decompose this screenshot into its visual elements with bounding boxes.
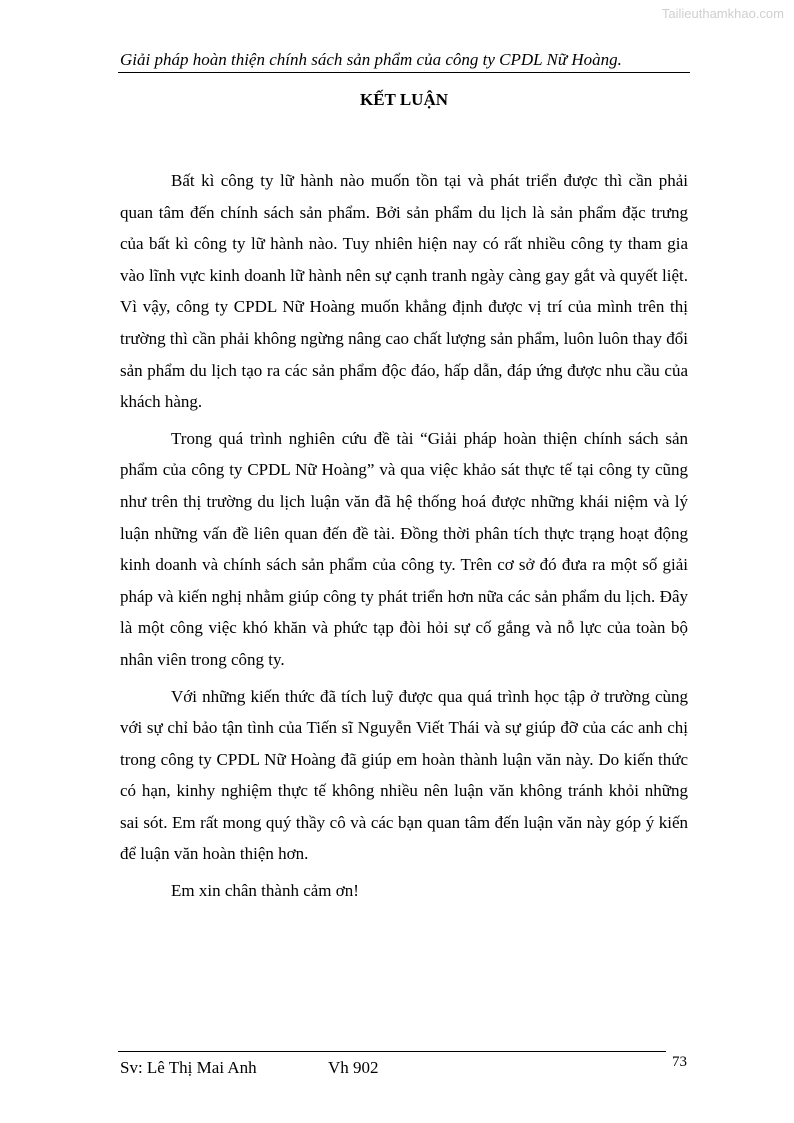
closing-line: Em xin chân thành cảm ơn!	[171, 881, 359, 901]
watermark: Tailieuthamkhao.com	[661, 6, 784, 21]
paragraph-3: Với những kiến thức đã tích luỹ được qua quá trình học tập ở trường cùng với sự chỉ bảo tận tình của Tiến sĩ Nguyễn Viết Thái và sự giúp đỡ của các anh chị trong công ty CPDL Nữ Hoàng đã giúp em hoàn thành luận văn này. Do kiến thức có hạn, kinhy nghiệm thực tế không nhiều nên luận văn không tránh khỏi những sai sót. Em rất mong quý thầy cô và các bạn quan tâm đến luận văn này góp ý kiến để luận văn hoàn thiện hơn.	[120, 686, 688, 864]
section-title: KẾT LUẬN	[359, 90, 448, 109]
paragraph-1: Bất kì công ty lữ hành nào muốn tồn tại và phát triển được thì cần phải quan tâm đến chính sách sản phẩm. Bởi sản phẩm du lịch là sản phẩm đặc trưng của bất kì công ty lữ hành nào. Tuy nhiên hiện nay có rất nhiều công ty tham gia vào lĩnh vực kinh doanh lữ hành nên sự cạnh tranh ngày càng gay gắt và quyết liệt. Vì vậy, công ty CPDL Nữ Hoàng muốn khẳng định được vị trí của mình trên thị trường thì cần phải không ngừng nâng cao chất lượng sản phẩm, luôn luôn thay đổi sản phẩm du lịch tạo ra các sản phẩm độc đáo, hấp dẫn, đáp ứng được nhu cầu của khách hàng.	[120, 171, 688, 412]
footer-divider	[118, 1051, 666, 1052]
running-header: Giải pháp hoàn thiện chính sách sản phẩm của công ty CPDL Nữ Hoàng.	[120, 50, 622, 69]
document-body	[120, 165, 688, 912]
header-divider	[118, 72, 690, 73]
footer-class: Vh 902	[328, 1058, 379, 1077]
page-number: 73	[672, 1054, 687, 1070]
footer-author: Sv: Lê Thị Mai Anh	[120, 1058, 257, 1077]
paragraph-2: Trong quá trình nghiên cứu đề tài “Giải pháp hoàn thiện chính sách sản phẩm của công ty CPDL Nữ Hoàng” và qua việc khảo sát thực tế tại công ty cũng như trên thị trường du lịch luận văn đã hệ thống hoá được những khái niệm và lý luận những vấn đề liên quan đến đề tài. Đồng thời phân tích thực trạng hoạt động kinh doanh và chính sách sản phẩm của công ty. Trên cơ sở đó đưa ra một số giải pháp và kiến nghị nhằm giúp công ty phát triển hơn nữa các sản phẩm du lịch. Đây là một công việc khó khăn và phức tạp đòi hỏi sự cố gắng và nỗ lực của toàn bộ nhân viên trong công ty.	[120, 428, 688, 669]
